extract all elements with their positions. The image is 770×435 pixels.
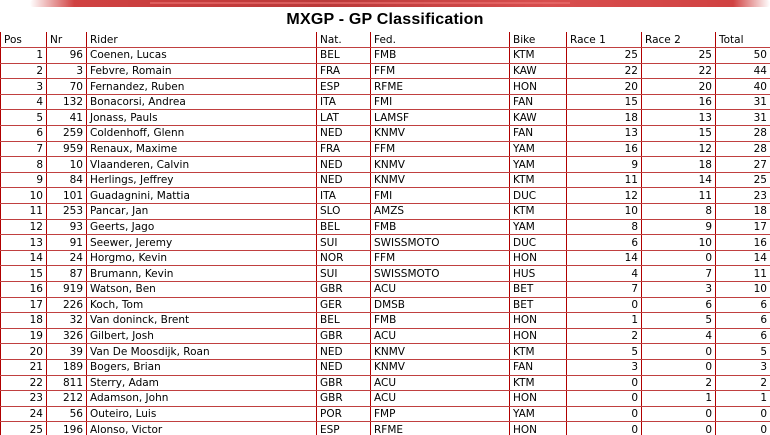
cell-rider: Watson, Ben: [87, 282, 317, 298]
cell-rider: Herlings, Jeffrey: [87, 172, 317, 188]
cell-race1: 0: [567, 297, 642, 313]
cell-nat: NED: [317, 126, 371, 142]
cell-pos: 17: [1, 297, 47, 313]
cell-race1: 13: [567, 126, 642, 142]
cell-total: 18: [716, 204, 770, 220]
cell-rider: Brumann, Kevin: [87, 266, 317, 282]
cell-nr: 39: [47, 344, 87, 360]
table-row: [1, 110, 770, 126]
cell-race1: 12: [567, 188, 642, 204]
cell-pos: 23: [1, 391, 47, 407]
cell-race2: 11: [642, 188, 716, 204]
cell-fed: KNMV: [371, 344, 510, 360]
cell-rider: Van De Moosdijk, Roan: [87, 344, 317, 360]
cell-fed: ACU: [371, 375, 510, 391]
table-row: [1, 359, 770, 375]
cell-race2: 10: [642, 235, 716, 251]
cell-nat: LAT: [317, 110, 371, 126]
cell-total: 1: [716, 391, 770, 407]
cell-race2: 14: [642, 172, 716, 188]
table-row: [1, 63, 770, 79]
table-row: [1, 219, 770, 235]
cell-total: 23: [716, 188, 770, 204]
table-row: [1, 48, 770, 64]
cell-race2: 2: [642, 375, 716, 391]
cell-nat: ESP: [317, 422, 371, 435]
cell-race2: 9: [642, 219, 716, 235]
table-row: [1, 422, 770, 435]
cell-total: 5: [716, 344, 770, 360]
cell-nat: GBR: [317, 391, 371, 407]
cell-nat: SLO: [317, 204, 371, 220]
cell-bike: BET: [510, 282, 567, 298]
table-row: [1, 79, 770, 95]
cell-bike: YAM: [510, 157, 567, 173]
cell-nr: 32: [47, 313, 87, 329]
cell-fed: FMB: [371, 219, 510, 235]
cell-nat: BEL: [317, 219, 371, 235]
cell-pos: 1: [1, 48, 47, 64]
cell-nat: BEL: [317, 313, 371, 329]
cell-total: 0: [716, 422, 770, 435]
cell-rider: Alonso, Victor: [87, 422, 317, 435]
cell-rider: Van doninck, Brent: [87, 313, 317, 329]
table-row: [1, 141, 770, 157]
cell-race1: 2: [567, 328, 642, 344]
column-header-nat: Nat.: [317, 32, 371, 48]
cell-nat: ESP: [317, 79, 371, 95]
cell-race1: 1: [567, 313, 642, 329]
cell-race2: 0: [642, 406, 716, 422]
cell-pos: 12: [1, 219, 47, 235]
table-row: [1, 204, 770, 220]
cell-nr: 96: [47, 48, 87, 64]
cell-race2: 0: [642, 359, 716, 375]
cell-total: 6: [716, 313, 770, 329]
cell-pos: 5: [1, 110, 47, 126]
cell-nat: FRA: [317, 141, 371, 157]
cell-rider: Coldenhoff, Glenn: [87, 126, 317, 142]
table-header-row: [1, 32, 770, 48]
cell-pos: 8: [1, 157, 47, 173]
cell-nat: ITA: [317, 94, 371, 110]
cell-nat: NED: [317, 172, 371, 188]
cell-rider: Adamson, John: [87, 391, 317, 407]
cell-race2: 1: [642, 391, 716, 407]
cell-fed: FFM: [371, 63, 510, 79]
cell-fed: FMI: [371, 94, 510, 110]
table-row: [1, 188, 770, 204]
cell-race2: 12: [642, 141, 716, 157]
cell-bike: HON: [510, 313, 567, 329]
cell-nr: 41: [47, 110, 87, 126]
cell-fed: RFME: [371, 422, 510, 435]
cell-pos: 20: [1, 344, 47, 360]
cell-race1: 8: [567, 219, 642, 235]
cell-total: 31: [716, 94, 770, 110]
cell-nr: 196: [47, 422, 87, 435]
cell-total: 25: [716, 172, 770, 188]
table-row: [1, 375, 770, 391]
cell-pos: 24: [1, 406, 47, 422]
cell-bike: HON: [510, 328, 567, 344]
cell-race1: 0: [567, 406, 642, 422]
column-header-pos: Pos: [1, 32, 47, 48]
cell-pos: 25: [1, 422, 47, 435]
cell-nr: 3: [47, 63, 87, 79]
cell-nat: GBR: [317, 375, 371, 391]
cell-bike: KAW: [510, 110, 567, 126]
cell-rider: Guadagnini, Mattia: [87, 188, 317, 204]
cell-race1: 4: [567, 266, 642, 282]
cell-race1: 0: [567, 375, 642, 391]
cell-nr: 24: [47, 250, 87, 266]
cell-pos: 14: [1, 250, 47, 266]
cell-race1: 15: [567, 94, 642, 110]
cell-nr: 919: [47, 282, 87, 298]
cell-rider: Jonass, Pauls: [87, 110, 317, 126]
cell-fed: FMP: [371, 406, 510, 422]
cell-pos: 4: [1, 94, 47, 110]
cell-race2: 4: [642, 328, 716, 344]
cell-race2: 18: [642, 157, 716, 173]
cell-rider: Sterry, Adam: [87, 375, 317, 391]
cell-pos: 22: [1, 375, 47, 391]
table-row: [1, 282, 770, 298]
cell-race1: 0: [567, 422, 642, 435]
cell-race1: 16: [567, 141, 642, 157]
table-row: [1, 172, 770, 188]
cell-fed: LAMSF: [371, 110, 510, 126]
cell-race1: 3: [567, 359, 642, 375]
cell-race2: 15: [642, 126, 716, 142]
cell-nat: GBR: [317, 282, 371, 298]
cell-rider: Vlaanderen, Calvin: [87, 157, 317, 173]
cell-bike: KTM: [510, 344, 567, 360]
cell-bike: FAN: [510, 94, 567, 110]
cell-total: 0: [716, 406, 770, 422]
cell-race1: 5: [567, 344, 642, 360]
cell-rider: Renaux, Maxime: [87, 141, 317, 157]
cell-nr: 56: [47, 406, 87, 422]
cell-fed: FFM: [371, 141, 510, 157]
table-row: [1, 313, 770, 329]
cell-rider: Coenen, Lucas: [87, 48, 317, 64]
cell-nat: FRA: [317, 63, 371, 79]
cell-pos: 7: [1, 141, 47, 157]
cell-race2: 7: [642, 266, 716, 282]
cell-bike: KTM: [510, 48, 567, 64]
cell-bike: KAW: [510, 63, 567, 79]
cell-nr: 10: [47, 157, 87, 173]
column-header-total: Total: [716, 32, 770, 48]
cell-race1: 25: [567, 48, 642, 64]
table-row: [1, 391, 770, 407]
cell-total: 28: [716, 141, 770, 157]
cell-fed: FMB: [371, 313, 510, 329]
header-brush-stroke: [30, 0, 770, 7]
cell-fed: SWISSMOTO: [371, 235, 510, 251]
page-title: MXGP - GP Classification: [286, 11, 484, 28]
cell-total: 16: [716, 235, 770, 251]
cell-total: 50: [716, 48, 770, 64]
cell-nr: 212: [47, 391, 87, 407]
cell-fed: KNMV: [371, 126, 510, 142]
cell-nat: SUI: [317, 235, 371, 251]
cell-rider: Gilbert, Josh: [87, 328, 317, 344]
cell-pos: 6: [1, 126, 47, 142]
cell-bike: KTM: [510, 375, 567, 391]
cell-nat: NED: [317, 157, 371, 173]
cell-nat: ITA: [317, 188, 371, 204]
cell-fed: SWISSMOTO: [371, 266, 510, 282]
cell-race2: 3: [642, 282, 716, 298]
cell-nr: 132: [47, 94, 87, 110]
cell-bike: HON: [510, 391, 567, 407]
cell-nat: BEL: [317, 48, 371, 64]
cell-bike: YAM: [510, 141, 567, 157]
cell-pos: 3: [1, 79, 47, 95]
cell-rider: Febvre, Romain: [87, 63, 317, 79]
cell-fed: ACU: [371, 328, 510, 344]
cell-total: 44: [716, 63, 770, 79]
cell-bike: HON: [510, 79, 567, 95]
cell-nr: 253: [47, 204, 87, 220]
cell-fed: ACU: [371, 282, 510, 298]
cell-race1: 10: [567, 204, 642, 220]
cell-bike: KTM: [510, 172, 567, 188]
cell-bike: KTM: [510, 204, 567, 220]
column-header-rider: Rider: [87, 32, 317, 48]
cell-bike: HON: [510, 422, 567, 435]
cell-fed: RFME: [371, 79, 510, 95]
cell-pos: 9: [1, 172, 47, 188]
cell-race1: 14: [567, 250, 642, 266]
cell-fed: DMSB: [371, 297, 510, 313]
cell-race1: 11: [567, 172, 642, 188]
cell-nr: 70: [47, 79, 87, 95]
column-header-race1: Race 1: [567, 32, 642, 48]
cell-total: 3: [716, 359, 770, 375]
cell-pos: 19: [1, 328, 47, 344]
table-row: [1, 328, 770, 344]
cell-nr: 811: [47, 375, 87, 391]
column-header-fed: Fed.: [371, 32, 510, 48]
cell-fed: FMB: [371, 48, 510, 64]
cell-race2: 0: [642, 250, 716, 266]
cell-race2: 25: [642, 48, 716, 64]
cell-race1: 0: [567, 391, 642, 407]
cell-bike: FAN: [510, 126, 567, 142]
cell-race1: 7: [567, 282, 642, 298]
table-row: [1, 235, 770, 251]
cell-rider: Fernandez, Ruben: [87, 79, 317, 95]
table-body: [1, 48, 770, 435]
cell-nr: 87: [47, 266, 87, 282]
cell-total: 6: [716, 297, 770, 313]
cell-total: 2: [716, 375, 770, 391]
table-row: [1, 250, 770, 266]
cell-pos: 10: [1, 188, 47, 204]
cell-fed: ACU: [371, 391, 510, 407]
cell-race1: 6: [567, 235, 642, 251]
cell-nat: NED: [317, 344, 371, 360]
cell-nat: SUI: [317, 266, 371, 282]
cell-total: 17: [716, 219, 770, 235]
cell-total: 31: [716, 110, 770, 126]
cell-total: 28: [716, 126, 770, 142]
cell-nr: 84: [47, 172, 87, 188]
cell-rider: Pancar, Jan: [87, 204, 317, 220]
cell-rider: Outeiro, Luis: [87, 406, 317, 422]
cell-race2: 22: [642, 63, 716, 79]
cell-race2: 0: [642, 422, 716, 435]
cell-fed: KNMV: [371, 172, 510, 188]
cell-nr: 101: [47, 188, 87, 204]
cell-nr: 91: [47, 235, 87, 251]
cell-bike: BET: [510, 297, 567, 313]
cell-nat: NOR: [317, 250, 371, 266]
table-row: [1, 94, 770, 110]
cell-rider: Geerts, Jago: [87, 219, 317, 235]
table-row: [1, 297, 770, 313]
cell-pos: 11: [1, 204, 47, 220]
cell-race1: 20: [567, 79, 642, 95]
cell-bike: DUC: [510, 188, 567, 204]
cell-fed: KNMV: [371, 359, 510, 375]
cell-nat: GBR: [317, 328, 371, 344]
cell-pos: 21: [1, 359, 47, 375]
table-row: [1, 344, 770, 360]
cell-pos: 15: [1, 266, 47, 282]
cell-rider: Koch, Tom: [87, 297, 317, 313]
cell-pos: 2: [1, 63, 47, 79]
cell-nr: 959: [47, 141, 87, 157]
table-row: [1, 126, 770, 142]
cell-nat: NED: [317, 359, 371, 375]
cell-nat: GER: [317, 297, 371, 313]
cell-pos: 16: [1, 282, 47, 298]
cell-race2: 8: [642, 204, 716, 220]
table-row: [1, 266, 770, 282]
cell-total: 11: [716, 266, 770, 282]
table-row: [1, 157, 770, 173]
cell-bike: HON: [510, 250, 567, 266]
cell-race2: 0: [642, 344, 716, 360]
table-row: [1, 406, 770, 422]
cell-nr: 259: [47, 126, 87, 142]
column-header-race2: Race 2: [642, 32, 716, 48]
column-header-nr: Nr: [47, 32, 87, 48]
cell-fed: FMI: [371, 188, 510, 204]
cell-fed: FFM: [371, 250, 510, 266]
cell-total: 27: [716, 157, 770, 173]
classification-table: [0, 32, 770, 435]
cell-nr: 93: [47, 219, 87, 235]
cell-bike: FAN: [510, 359, 567, 375]
cell-rider: Seewer, Jeremy: [87, 235, 317, 251]
column-header-bike: Bike: [510, 32, 567, 48]
cell-bike: YAM: [510, 406, 567, 422]
cell-rider: Horgmo, Kevin: [87, 250, 317, 266]
cell-total: 40: [716, 79, 770, 95]
cell-bike: DUC: [510, 235, 567, 251]
cell-nr: 326: [47, 328, 87, 344]
cell-pos: 13: [1, 235, 47, 251]
cell-race2: 20: [642, 79, 716, 95]
cell-pos: 18: [1, 313, 47, 329]
cell-total: 10: [716, 282, 770, 298]
cell-race2: 5: [642, 313, 716, 329]
cell-fed: AMZS: [371, 204, 510, 220]
cell-bike: YAM: [510, 219, 567, 235]
cell-total: 14: [716, 250, 770, 266]
cell-fed: KNMV: [371, 157, 510, 173]
cell-race1: 22: [567, 63, 642, 79]
cell-nr: 226: [47, 297, 87, 313]
cell-race2: 6: [642, 297, 716, 313]
cell-race2: 16: [642, 94, 716, 110]
cell-rider: Bonacorsi, Andrea: [87, 94, 317, 110]
cell-nr: 189: [47, 359, 87, 375]
cell-race1: 18: [567, 110, 642, 126]
cell-bike: HUS: [510, 266, 567, 282]
cell-race2: 13: [642, 110, 716, 126]
cell-total: 6: [716, 328, 770, 344]
cell-nat: POR: [317, 406, 371, 422]
cell-race1: 9: [567, 157, 642, 173]
cell-rider: Bogers, Brian: [87, 359, 317, 375]
